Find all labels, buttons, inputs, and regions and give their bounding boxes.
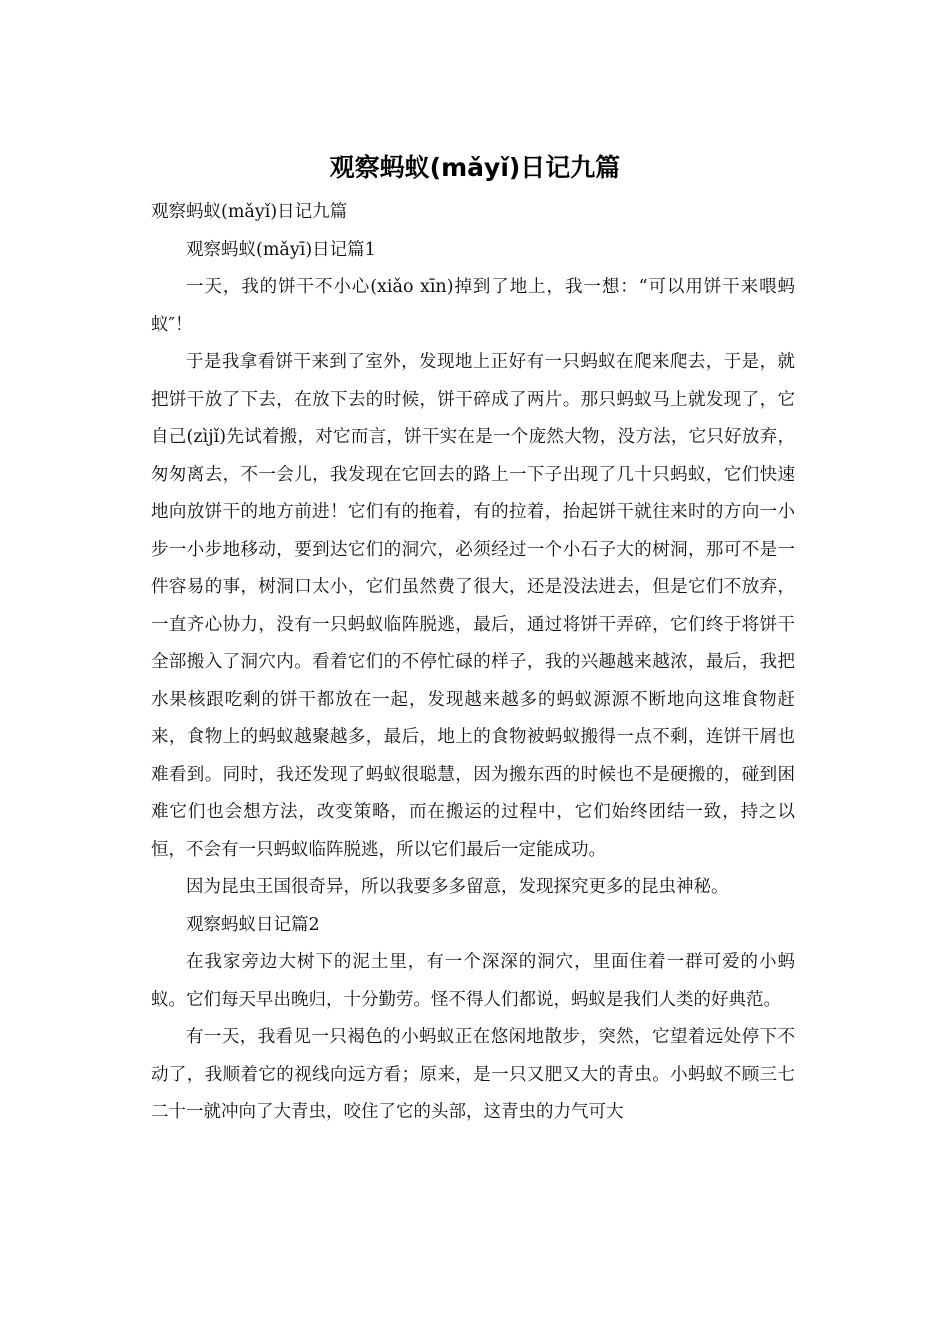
document-title: 观察蚂蚁(mǎyǐ)日记九篇 bbox=[329, 153, 621, 182]
document-body bbox=[151, 194, 795, 1132]
paragraph: 观察蚂蚁(mǎyǐ)日记九篇 bbox=[151, 202, 348, 222]
paragraph: 于是我拿看饼干来到了室外，发现地上正好有一只蚂蚁在爬来爬去，于是，就把饼干放了下去，在放下去的时候，饼干碎成了两片。那只蚂蚁马上就发现了，它自己(zìjǐ)先试着搬，对它而言，饼干实在是一个庞然大物，没方法，它只好放弃，匆匆离去，不一会儿，我发现在它回去的路上一下子出现了几十只蚂蚁，它们快速地向放饼干的地方前进！它们有的拖着，有的拉着，抬起饼干就往来时的方向一小步一小步地移动，要到达它们的洞穴，必须经过一个小石子大的树洞，那可不是一件容易的事，树洞口太小，它们虽然费了很大，还是没法进去，但是它们不放弃，一直齐心协力，没有一只蚂蚁临阵脱逃，最后，通过将饼干弄碎，它们终于将饼干全部搬入了洞穴内。看着它们的不停忙碌的样子，我的兴趣越来越浓，最后，我把水果核跟吃剩的饼干都放在一起，发现越来越多的蚂蚁源源不断地向这堆食物赶来，食物上的蚂蚁越聚越多，最后，地上的食物被蚂蚁搬得一点不剩，连饼干屑也难看到。同时，我还发现了蚂蚁很聪慧，因为搬东西的时候也不是硬搬的，碰到困难它们也会想方法，改变策略，而在搬运的过程中，它们始终团结一致，持之以恒，不会有一只蚂蚁临阵脱逃，所以它们最后一定能成功。 bbox=[151, 352, 795, 860]
paragraph: 有一天，我看见一只褐色的小蚂蚁正在悠闲地散步，突然，它望着远处停下不动了，我顺着它的视线向远方看；原来，是一只又肥又大的青虫。小蚂蚁不顾三七二十一就冲向了大青虫，咬住了它的头部，这青虫的力气可大 bbox=[151, 1027, 795, 1122]
paragraph: 因为昆虫王国很奇异，所以我要多多留意，发现探究更多的昆虫神秘。 bbox=[186, 877, 729, 897]
paragraph: 观察蚂蚁日记篇2 bbox=[186, 914, 320, 935]
paragraph: 一天，我的饼干不小心(xiǎo xīn)掉到了地上，我一想：“可以用饼干来喂蚂蚁″！ bbox=[151, 277, 795, 335]
paragraph: 在我家旁边大树下的泥土里，有一个深深的洞穴，里面住着一群可爱的小蚂蚁。它们每天早出晚归，十分勤劳。怪不得人们都说，蚂蚁是我们人类的好典范。 bbox=[151, 952, 795, 1010]
paragraph: 观察蚂蚁(mǎyī)日记篇1 bbox=[186, 239, 376, 260]
